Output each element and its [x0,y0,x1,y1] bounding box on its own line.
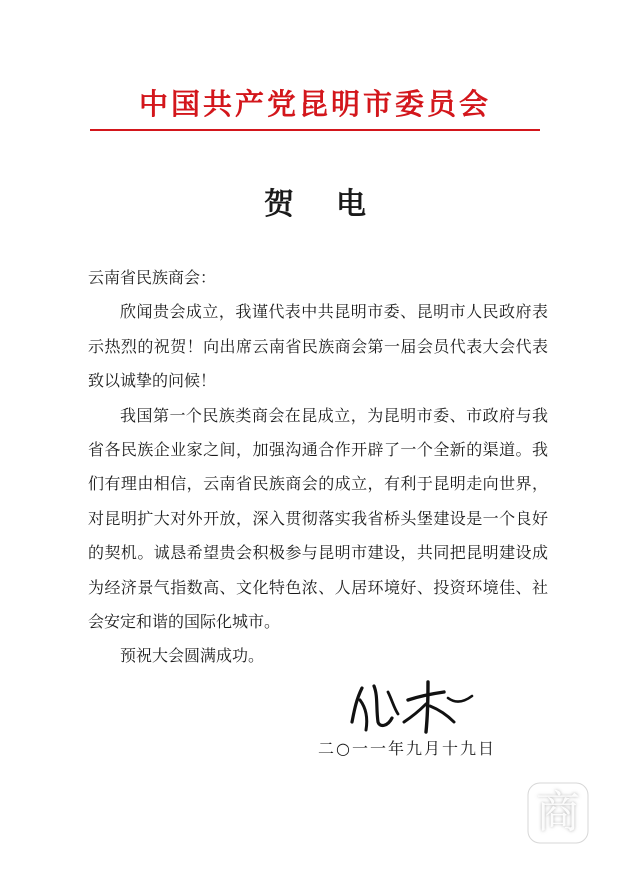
paragraph-3: 预祝大会圆满成功。 [120,646,265,666]
watermark [525,780,591,846]
paragraph-2: 我国第一个民族类商会在昆成立，为昆明市委、市政府与我省各民族企业家之间，加强沟通合作开辟了一个全新的渠道。我们有理由相信，云南省民族商会的成立，有利于昆明走向世界，对昆明扩大对外开放，深入贯彻落实我省桥头堡建设是一个良好的契机。诚恳希望贵会积极参与昆明市建设，共同把昆明建设成为经济景气指数高、文化特色浓、人居环境好、投资环境佳、社会安定和谐的国际化城市。 [88,405,548,632]
salutation: 云南省民族商会： [88,268,217,287]
letterhead-org: 中国共产党昆明市委员会 [138,87,491,121]
letter-body [88,261,548,674]
handwritten-signature [348,678,478,734]
document-title: 贺电 [264,187,408,222]
watermark-char: 商 [536,787,580,838]
paragraph-1: 欣闻贵会成立，我谨代表中共昆明市委、昆明市人民政府表示热烈的祝贺！向出席云南省民族商会第一届会员代表大会代表致以诚挚的问候！ [88,302,548,391]
letter-date: 二○一一年九月十九日 [318,739,496,758]
letterhead-rule [90,129,540,131]
